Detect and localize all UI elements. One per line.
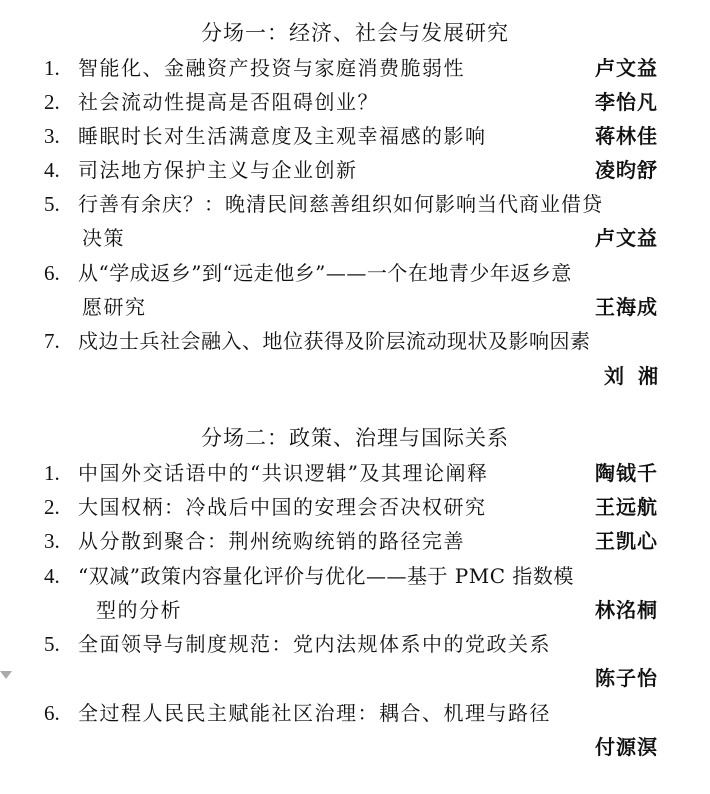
item-author: 刘湘: [604, 364, 672, 388]
item-number: 2.: [44, 90, 60, 114]
item-title: 中国外交话语中的“共识逻辑”及其理论阐释: [78, 461, 489, 485]
collapse-arrow-icon: [0, 671, 12, 679]
item-number: 5.: [44, 632, 60, 656]
item-title-continued: 型的分析: [96, 598, 182, 622]
item-title: 从分散到聚合：荆州统购统销的路径完善: [78, 529, 465, 553]
item-title: 全面领导与制度规范：党内法规体系中的党政关系: [78, 632, 551, 656]
item-number: 4.: [44, 564, 60, 588]
item-title: 睡眠时长对生活满意度及主观幸福感的影响: [78, 124, 487, 148]
item-author: 卢文益: [595, 226, 658, 250]
item-author: 陈子怡: [595, 666, 658, 690]
item-author: 李怡凡: [595, 90, 658, 114]
item-number: 3.: [44, 529, 60, 553]
item-author: 王凯心: [595, 529, 658, 553]
item-number: 4.: [44, 158, 60, 182]
item-author: 蒋林佳: [595, 124, 658, 148]
item-author: 付源溟: [595, 735, 658, 759]
item-author: 林洺桐: [595, 598, 658, 622]
item-author: 王远航: [595, 495, 658, 519]
item-title: 行善有余庆？：晚清民间慈善组织如何影响当代商业借贷: [78, 192, 603, 216]
item-number: 7.: [44, 329, 60, 353]
item-title: “双减”政策内容量化评价与优化——基于 PMC 指数模: [78, 564, 574, 588]
item-title: 戍边士兵社会融入、地位获得及阶层流动现状及影响因素: [78, 329, 591, 353]
item-author: 凌昀舒: [595, 158, 658, 182]
item-title: 从“学成返乡”到“远走他乡”——一个在地青少年返乡意: [78, 261, 572, 285]
item-title: 社会流动性提高是否阻碍创业？: [78, 90, 379, 114]
item-number: 6.: [44, 701, 60, 725]
item-number: 1.: [44, 56, 60, 80]
item-number: 6.: [44, 261, 60, 285]
session-1-title: 分场一：经济、社会与发展研究: [201, 21, 509, 45]
item-number: 1.: [44, 461, 60, 485]
item-title: 大国权柄：冷战后中国的安理会否决权研究: [78, 495, 487, 519]
item-number: 3.: [44, 124, 60, 148]
item-title: 全过程人民民主赋能社区治理：耦合、机理与路径: [78, 701, 551, 725]
item-title-continued: 愿研究: [82, 295, 147, 319]
item-author: 王海成: [595, 295, 658, 319]
item-author: 陶钺千: [595, 461, 658, 485]
item-title-continued: 决策: [82, 226, 125, 250]
item-number: 5.: [44, 192, 60, 216]
item-number: 2.: [44, 495, 60, 519]
item-title: 司法地方保护主义与企业创新: [78, 158, 358, 182]
session-2-title: 分场二：政策、治理与国际关系: [201, 426, 509, 450]
item-author: 卢文益: [595, 56, 658, 80]
item-title: 智能化、金融资产投资与家庭消费脆弱性: [78, 56, 465, 80]
